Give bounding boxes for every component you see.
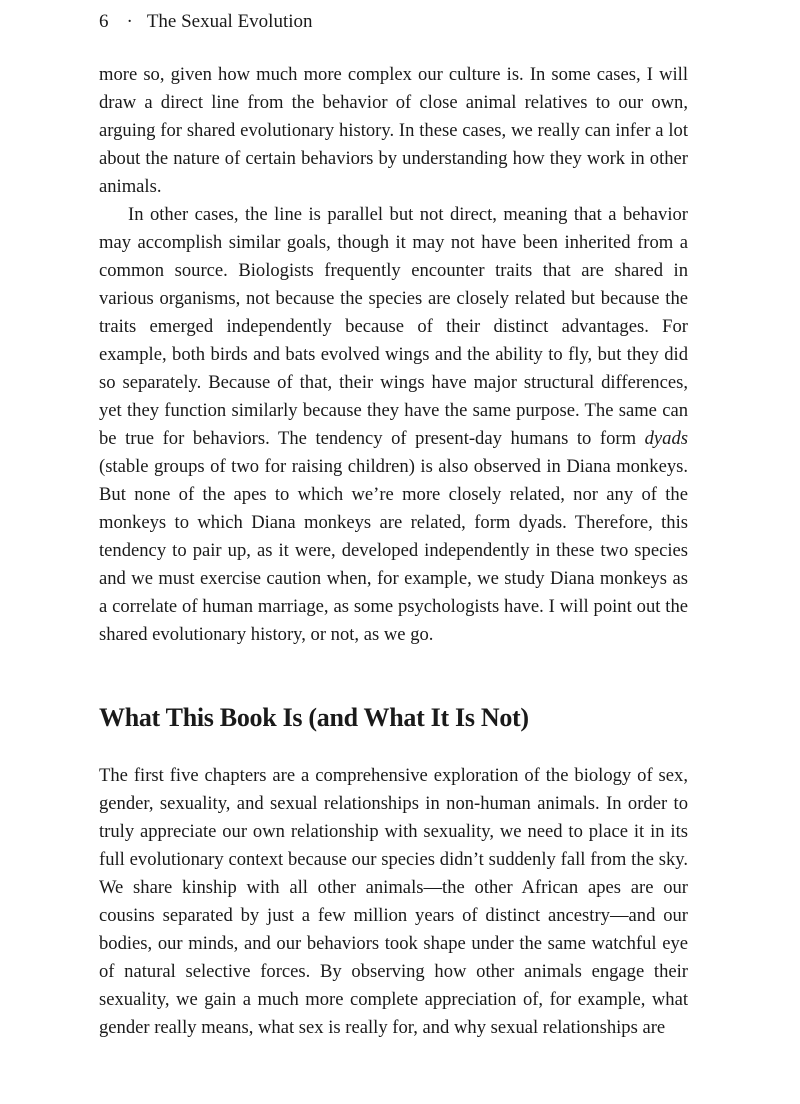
paragraph-continuation: more so, given how much more complex our culture is. In some cases, I will draw a direct line from the behavior of close animal relatives to our own, arguing for shared evolutionary history. In these cases, we really can infer a lot about the nature of certain behaviors by understanding how they work in other animals. [99, 64, 688, 197]
header-separator: · [126, 11, 133, 32]
body-text [99, 61, 688, 649]
running-head [99, 10, 313, 34]
section-text [99, 762, 688, 1042]
book-title: The Sexual Evolution [146, 11, 313, 32]
paragraph-parallel-lines [99, 201, 688, 649]
italic-term: dyads [644, 428, 688, 449]
paragraph-text: (stable groups of two for raising children) is also observed in Diana monkeys. But none of the apes to which we’re more closely related, nor any of the monkeys to which Diana monkeys are related, form dyads. Therefore, this tendency to pair up, as it were, developed independently in these two species and we must exercise caution when, for example, we study Diana monkeys as a correlate of human marriage, as some psychologists have. I will point out the shared evolutionary history, or not, as we go. [99, 456, 688, 645]
page-number: 6 [99, 11, 109, 32]
section-paragraph: The first five chapters are a comprehensive exploration of the biology of sex, gender, sexuality, and sexual relationships in non-human animals. In order to truly appreciate our own relationship with sexuality, we need to place it in its full evolutionary context because our species didn’t suddenly fall from the sky. We share kinship with all other animals—the other African apes are our cousins separated by just a few million years of distinct ancestry—and our bodies, our minds, and our behaviors took shape under the same watchful eye of natural selective forces. By observing how other animals engage their sexuality, we gain a much more complete appreciation of, for example, what gender really means, what sex is really for, and why sexual relationships are [99, 765, 688, 1038]
section-heading: What This Book Is (and What It Is Not) [99, 703, 529, 732]
paragraph-text: In other cases, the line is parallel but not direct, meaning that a behavior may accomplish similar goals, though it may not have been inherited from a common source. Biologists frequently encounter traits that are shared in various organisms, not because the species are closely related but because the traits emerged independently because of their distinct advantages. For example, both birds and bats evolved wings and the ability to fly, but they did so separately. Because of that, their wings have major structural differences, yet they function similarly because they have the same purpose. The same can be true for behaviors. The tendency of present-day humans to form [99, 204, 688, 449]
